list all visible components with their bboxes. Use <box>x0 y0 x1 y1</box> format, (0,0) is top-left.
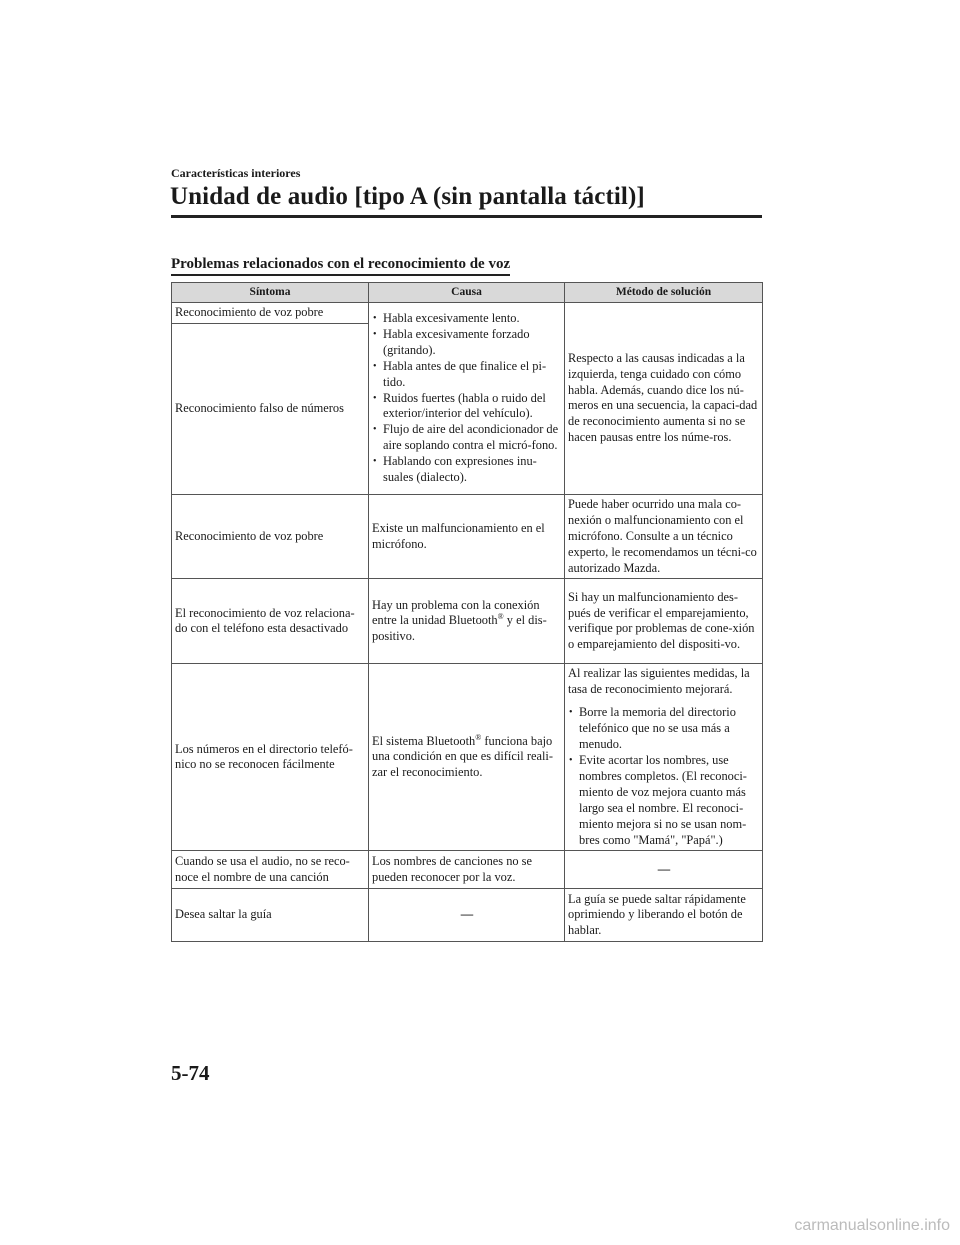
list-item: • Evite acortar los nombres, use nombres completos. (El reconoci-miento de voz mejora cuanto más largo sea el nombre. El reconoci-miento mejora si no se usan nom-bres como "Mamá", "Papá".) <box>568 753 760 848</box>
cause-text: y el dis-positivo. <box>372 613 547 644</box>
symptom-cell: Desea saltar la guía <box>172 889 369 942</box>
list-item: • Habla excesivamente forzado (gritando). <box>372 327 562 359</box>
list-item: • Flujo de aire del acondicionador de aire soplando contra el micró-fono. <box>372 422 562 454</box>
cause-text: funciona bajo una condición en que es difícil reali-zar el reconocimiento. <box>372 733 553 780</box>
cause-cell: Existe un malfuncionamiento en el micrófono. <box>369 494 565 579</box>
spacer <box>568 698 760 705</box>
table-row <box>172 851 763 889</box>
column-header-symptom: Síntoma <box>172 283 369 303</box>
page-title: Unidad de audio [tipo A (sin pantalla táctil)] <box>170 183 645 210</box>
list-item: • Habla excesivamente lento. <box>372 311 562 327</box>
list-item: • Borre la memoria del directorio telefónico que no se usa más a menudo. <box>568 705 760 753</box>
title-divider <box>171 215 762 218</box>
list-item: • Hablando con expresiones inu-suales (dialecto). <box>372 454 562 486</box>
page-number: 5-74 <box>171 1061 210 1085</box>
list-item: • Habla antes de que finalice el pi-tido. <box>372 359 562 391</box>
table-row <box>172 664 763 851</box>
solution-cell: La guía se puede saltar rápidamente oprimiendo y liberando el botón de hablar. <box>565 889 763 942</box>
cause-cell: — <box>369 889 565 942</box>
cause-cell <box>369 303 565 495</box>
symptom-cell: Cuando se usa el audio, no se reco-noce el nombre de una canción <box>172 851 369 889</box>
symptom-cell: El reconocimiento de voz relaciona-do con el teléfono esta desactivado <box>172 579 369 664</box>
column-header-solution: Método de solución <box>565 283 763 303</box>
symptom-cell: Los números en el directorio telefó-nico no se reconocen fácilmente <box>172 664 369 851</box>
symptom-cell: Reconocimiento de voz pobre <box>172 494 369 579</box>
section-label: Características interiores <box>171 166 301 180</box>
solution-intro: Al realizar las siguientes medidas, la tasa de reconocimiento mejorará. <box>568 666 750 697</box>
list-item: • Ruidos fuertes (habla o ruido del exterior/interior del vehículo). <box>372 391 562 423</box>
registered-mark: ® <box>475 732 482 742</box>
solution-cell: Si hay un malfuncionamiento des-pués de verificar el emparejamiento, verifique por problemas de cone-xión o emparejamiento del dispositi-vo. <box>565 579 763 664</box>
cause-text: El sistema Bluetooth <box>372 733 476 748</box>
troubleshooting-table <box>171 282 763 942</box>
table-row <box>172 889 763 942</box>
registered-mark: ® <box>497 612 504 622</box>
symptom-cell: Reconocimiento falso de números <box>172 323 369 494</box>
cause-text: Hay un problema con la conexión entre la unidad Bluetooth <box>372 597 540 628</box>
solution-list <box>568 705 760 848</box>
cause-list <box>372 311 562 486</box>
table-row <box>172 494 763 579</box>
cause-cell <box>369 664 565 851</box>
table-row <box>172 579 763 664</box>
solution-cell <box>565 664 763 851</box>
column-header-cause: Causa <box>369 283 565 303</box>
cause-cell: Los nombres de canciones no se pueden reconocer por la voz. <box>369 851 565 889</box>
subheading: Problemas relacionados con el reconocimiento de voz <box>171 256 510 276</box>
watermark: carmanualsonline.info <box>794 1217 950 1234</box>
solution-cell: — <box>565 851 763 889</box>
cause-cell <box>369 579 565 664</box>
table-row <box>172 303 763 324</box>
symptom-cell: Reconocimiento de voz pobre <box>172 303 369 324</box>
solution-cell: Respecto a las causas indicadas a la izquierda, tenga cuidado con cómo habla. Además, cuando dice los nú-meros en una secuencia, la capaci-dad de reconocimiento aumenta si no se hacen pausas entre los núme-ros. <box>565 303 763 495</box>
table-header-row <box>172 283 763 303</box>
solution-cell: Puede haber ocurrido una mala co-nexión o malfuncionamiento con el micrófono. Consulte a un técnico experto, le recomendamos un técni-co autorizado Mazda. <box>565 494 763 579</box>
